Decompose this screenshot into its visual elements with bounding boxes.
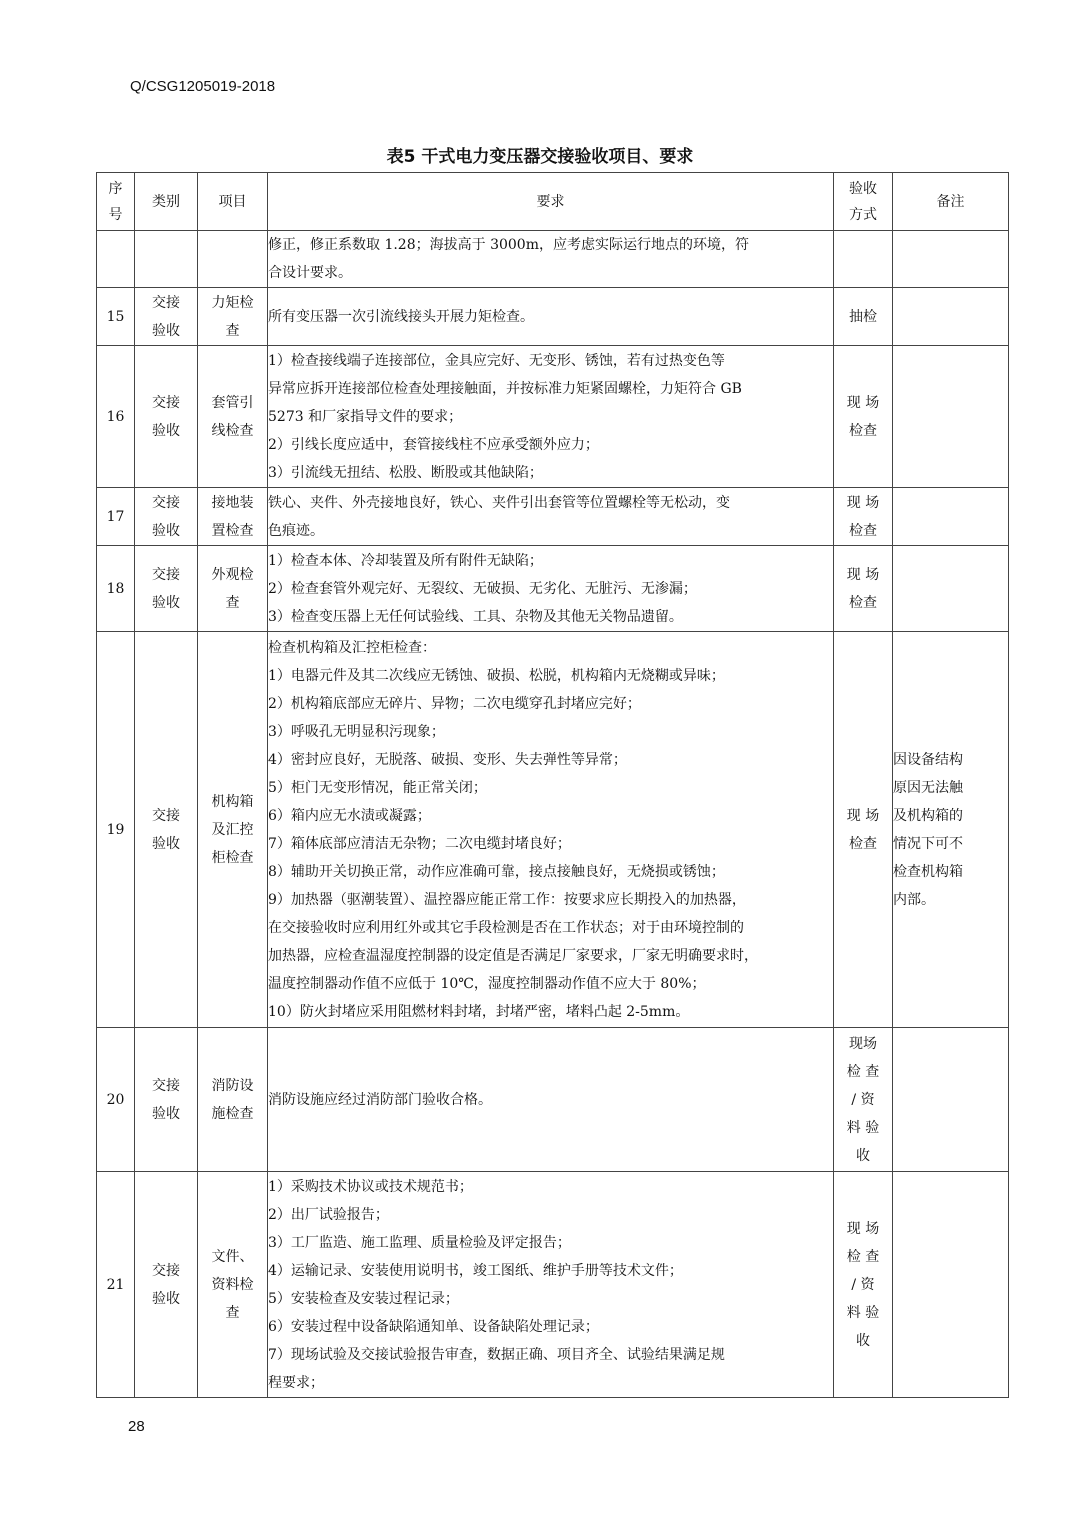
header-item: 项目 [198, 173, 268, 231]
row-method: 现 场 检查 [834, 632, 893, 1028]
header-seq: 序 号 [97, 173, 135, 231]
row-category: 交接 验收 [135, 632, 198, 1028]
row-seq: 19 [97, 632, 135, 1028]
acceptance-table [96, 172, 1009, 1398]
row-item: 套管引 线检查 [198, 346, 268, 488]
row-requirement: 检查机构箱及汇控柜检查： 1）电器元件及其二次线应无锈蚀、破损、松脱，机构箱内无烧糊或异味； 2）机构箱底部应无碎片、异物；二次电缆穿孔封堵应完好； 3）呼吸孔无明显积污现象； 4）密封应良好，无脱落、破损、变形、失去弹性等异常； 5）柜门无变形情况，能正常关闭； 6）箱内应无水渍或凝露； 7）箱体底部应清洁无杂物；二次电缆封堵良好； 8）辅助开关切换正常，动作应准确可靠，接点接触良好，无烧损或锈蚀； 9）加热器（驱潮装置）、温控器应能正常工作：按要求应长期投入的加热器， 在交接验收时应利用红外或其它手段检测是否在工作状态；对于由环境控制的 加热器，应检查温湿度控制器的设定值是否满足厂家要求，厂家无明确要求时， 温度控制器动作值不应低于 10℃，湿度控制器动作值不应大于 80%； 10）防火封堵应采用阻燃材料封堵，封堵严密，堵料凸起 2-5mm。 [268, 632, 834, 1028]
row-category: 交接 验收 [135, 1172, 198, 1398]
row-item: 消防设 施检查 [198, 1028, 268, 1172]
continuation-requirement: 修正，修正系数取 1.28；海拔高于 3000m，应考虑实际运行地点的环境，符 合设计要求。 [268, 231, 834, 288]
continuation-row [97, 231, 1009, 288]
row-seq: 18 [97, 546, 135, 632]
row-note [893, 546, 1009, 632]
document-code: Q/CSG1205019-2018 [130, 78, 276, 95]
row-note [893, 1028, 1009, 1172]
row-note: 因设备结构 原因无法触 及机构箱的 情况下可不 检查机构箱 内部。 [893, 632, 1009, 1028]
table-row [97, 288, 1009, 346]
table-row [97, 488, 1009, 546]
table-title: 表5 干式电力变压器交接验收项目、要求 [386, 147, 694, 167]
row-item: 接地装 置检查 [198, 488, 268, 546]
row-category: 交接 验收 [135, 488, 198, 546]
row-note [893, 288, 1009, 346]
row-requirement: 所有变压器一次引流线接头开展力矩检查。 [268, 288, 834, 346]
row-requirement: 1）检查本体、冷却装置及所有附件无缺陷； 2）检查套管外观完好、无裂纹、无破损、无劣化、无脏污、无渗漏； 3）检查变压器上无任何试验线、工具、杂物及其他无关物品遗留。 [268, 546, 834, 632]
table-row [97, 546, 1009, 632]
row-item: 外观检 查 [198, 546, 268, 632]
row-method: 现 场 检查 [834, 488, 893, 546]
header-requirement: 要求 [268, 173, 834, 231]
row-item: 文件、 资料检 查 [198, 1172, 268, 1398]
row-requirement: 1）检查接线端子连接部位，金具应完好、无变形、锈蚀，若有过热变色等 异常应拆开连接部位检查处理接触面，并按标准力矩紧固螺栓，力矩符合 GB 5273 和厂家指导文件的要求； 2）引线长度应适中，套管接线柱不应承受额外应力； 3）引流线无扭结、松股、断股或其他缺陷； [268, 346, 834, 488]
header-method: 验收 方式 [834, 173, 893, 231]
header-category: 类别 [135, 173, 198, 231]
row-requirement: 1）采购技术协议或技术规范书； 2）出厂试验报告； 3）工厂监造、施工监理、质量检验及评定报告； 4）运输记录、安装使用说明书，竣工图纸、维护手册等技术文件； 5）安装检查及安装过程记录； 6）安装过程中设备缺陷通知单、设备缺陷处理记录； 7）现场试验及交接试验报告审查，数据正确、项目齐全、试验结果满足规 程要求； [268, 1172, 834, 1398]
row-seq: 17 [97, 488, 135, 546]
row-method: 抽检 [834, 288, 893, 346]
header-note: 备注 [893, 173, 1009, 231]
row-note [893, 1172, 1009, 1398]
table-header-row [97, 173, 1009, 231]
table-row [97, 346, 1009, 488]
row-method: 现 场 检 查 / 资 料 验 收 [834, 1172, 893, 1398]
row-seq: 15 [97, 288, 135, 346]
row-category: 交接 验收 [135, 346, 198, 488]
row-seq: 20 [97, 1028, 135, 1172]
row-method: 现场 检 查 / 资 料 验 收 [834, 1028, 893, 1172]
row-note [893, 488, 1009, 546]
row-method: 现 场 检查 [834, 546, 893, 632]
row-requirement: 铁心、夹件、外壳接地良好，铁心、夹件引出套管等位置螺栓等无松动，变 色痕迹。 [268, 488, 834, 546]
row-category: 交接 验收 [135, 546, 198, 632]
row-method: 现 场 检查 [834, 346, 893, 488]
row-requirement: 消防设施应经过消防部门验收合格。 [268, 1028, 834, 1172]
page-number: 28 [128, 1418, 145, 1435]
row-item: 力矩检 查 [198, 288, 268, 346]
table-row [97, 1172, 1009, 1398]
row-seq: 21 [97, 1172, 135, 1398]
row-item: 机构箱 及汇控 柜检查 [198, 632, 268, 1028]
row-note [893, 346, 1009, 488]
row-category: 交接 验收 [135, 288, 198, 346]
table-row [97, 632, 1009, 1028]
table-row [97, 1028, 1009, 1172]
row-seq: 16 [97, 346, 135, 488]
row-category: 交接 验收 [135, 1028, 198, 1172]
